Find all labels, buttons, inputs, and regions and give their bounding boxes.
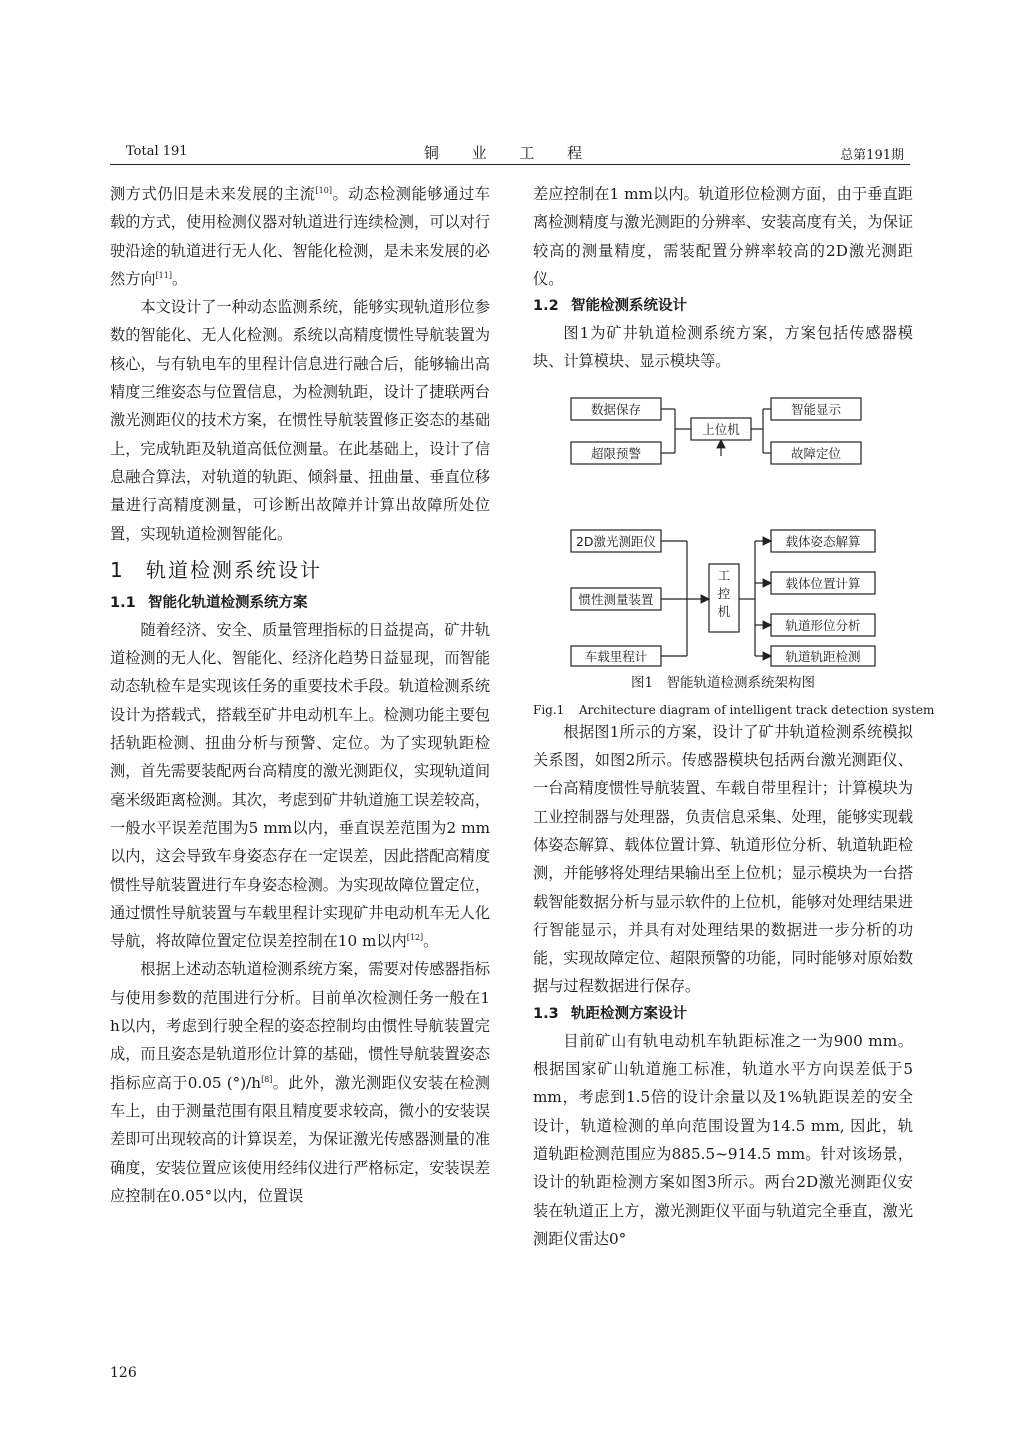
label: 数据保存: [590, 401, 642, 417]
label-ipc: 工控机: [717, 567, 731, 619]
label: 轨道形位分析: [785, 617, 861, 633]
header-issue-number: 总第191期: [840, 148, 904, 163]
label: 超限预警: [590, 445, 642, 461]
label: 故障定位: [790, 445, 842, 461]
citation: [12]: [406, 933, 424, 943]
header-total-issue: Total 191: [126, 144, 188, 159]
paragraph: 本文设计了一种动态监测系统，能够实现轨道形位参数的智能化、无人化检测。系统以高精度惯性导航装置为核心，与有轨电车的里程计信息进行融合后，能够输出高精度三维姿态与位置信息，为检测轨距，设计了捷联两台激光测距仪的技术方案，在惯性导航装置修正姿态的基础上，完成轨距及轨道高低位测量。在此基础上，设计了信息融合算法，对轨道的轨距、倾斜量、扭曲量、垂直位移量进行高精度测量，可诊断出故障并计算出故障所处位置，实现轨道检测智能化。: [110, 298, 490, 543]
label: 载体位置计算: [785, 575, 861, 591]
label: 智能显示: [790, 401, 842, 417]
paragraph: 目前矿山有轨电动机车轨距标准之一为900 mm。根据国家矿山轨道施工标准，轨道水平方向误差低于5 mm，考虑到1.5倍的设计余量以及1%轨距误差的安全设计，轨道检测的单向范围设置为14.5 mm, 因此，轨道轨距检测范围应为885.5~914.5 mm。针对该场景，设计的轨距检测方案如图3所示。两台2D激光测距仪安装在轨道正上方，激光测距仪平面与轨道完全垂直，激光测距仪雷达0°: [533, 1031, 913, 1248]
label: 上位机: [702, 421, 740, 437]
label: 惯性测量装置: [578, 591, 654, 607]
paragraph: 随着经济、安全、质量管理指标的日益提高，矿井轨道检测的无人化、智能化、经济化趋势日益显现，而智能动态轨检车是实现该任务的重要技术手段。轨道检测系统设计为搭载式，搭载至矿井电动机车上。检测功能主要包括轨距检测、扭曲分析与预警、定位。为了实现轨距检测，首先需要装配两台高精度的激光测距仪，实现轨道间毫米级距离检测。其次，考虑到矿井轨道施工误差较高，一般水平误差范围为5 mm以内，垂直误差范围为2 mm以内，这会导致车身姿态存在一定误差，因此搭配高精度惯性导航装置进行车身姿态检测。为实现故障位置定位，通过惯性导航装置与车载里程计实现矿井电动机车无人化导航，将故障位置定位误差控制在10 m以内[12]。: [110, 620, 490, 951]
paragraph: 测方式仍旧是未来发展的主流[10]。动态检测能够通过车载的方式，使用检测仪器对轨道进行连续检测，可以对行驶沿途的轨道进行无人化、智能化检测，是未来发展的必然方向[11]。: [110, 185, 491, 288]
label: 轨道轨距检测: [785, 648, 861, 664]
citation: [8]: [261, 1074, 273, 1084]
architecture-diagram: [563, 392, 883, 668]
figure-caption-cn: 图1 智能轨道检测系统架构图: [630, 674, 816, 691]
label: 2D激光测距仪: [575, 533, 657, 549]
paragraph: 根据图1所示的方案，设计了矿井轨道检测系统模拟关系图，如图2所示。传感器模块包括两台激光测距仪、一台高精度惯性导航装置、车载自带里程计；计算模块为工业控制器与处理器，负责信息采集、处理，能够实现载体姿态解算、载体位置计算、轨道形位分析、轨道轨距检测，并能够将处理结果输出至上位机；显示模块为一台搭载智能数据分析与显示软件的上位机，能够对处理结果进行智能显示，并具有对处理结果的数据进一步分析的功能，实现故障定位、超限预警的功能，同时能够对原始数据与过程数据进行保存。: [533, 722, 913, 996]
right-column: [533, 180, 935, 1253]
running-header: [110, 142, 910, 165]
figure-caption-en: Fig.1 Architecture diagram of intelligent track detection system: [533, 702, 935, 717]
page-number: 126: [110, 1365, 137, 1381]
subsection-heading: 1.3 轨距检测方案设计: [533, 1005, 687, 1022]
paragraph: 根据上述动态轨道检测系统方案，需要对传感器指标与使用参数的范围进行分析。目前单次检测任务一般在1 h以内，考虑到行驶全程的姿态控制均由惯性导航装置完成，而且姿态是轨道形位计算的基础，惯性导航装置姿态指标应高于0.05 (°)/h[8]。此外，激光测距仪安装在检测车上，由于测量范围有限且精度要求较高，微小的安装误差即可出现较高的计算误差，为保证激光传感器测量的准确度，安装位置应该使用经纬仪进行严格标定，安装误差应控制在0.05°以内，位置误: [110, 960, 490, 1205]
journal-name: 铜 业 工 程: [423, 144, 597, 162]
label: 载体姿态解算: [785, 533, 861, 549]
citation: [11]: [155, 270, 172, 280]
figure-1: [533, 380, 935, 718]
paragraph: 差应控制在1 mm以内。轨道形位检测方面，由于垂直距离检测精度与激光测距的分辨率、安装高度有关，为保证较高的测量精度，需装配置分辨率较高的2D激光测距仪。: [533, 185, 913, 288]
section-heading: 1 轨道检测系统设计: [110, 557, 322, 582]
label: 车载里程计: [584, 648, 648, 664]
paragraph: 图1为矿井轨道检测系统方案，方案包括传感器模块、计算模块、显示模块等。: [533, 324, 913, 371]
subsection-heading: 1.1 智能化轨道检测系统方案: [110, 594, 308, 611]
citation: [10]: [315, 186, 332, 195]
subsection-heading: 1.2 智能检测系统设计: [533, 298, 687, 315]
left-column: [110, 180, 490, 1210]
